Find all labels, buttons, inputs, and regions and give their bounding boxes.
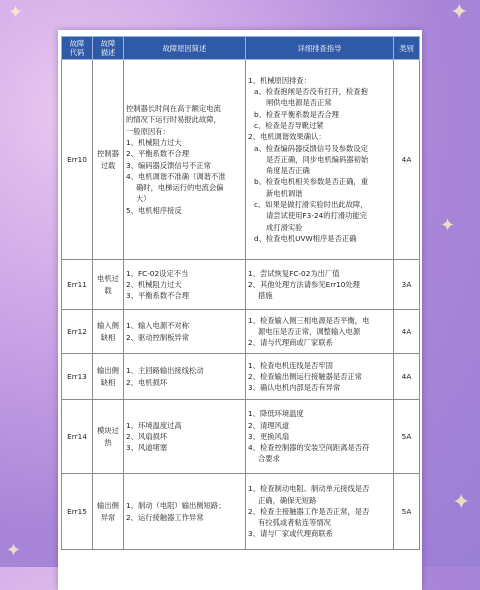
- header-fault-code: 故障 代码: [62, 37, 93, 60]
- table-row: [62, 354, 420, 400]
- fault-name-cell: 模块过热: [93, 400, 124, 474]
- table-header-row: [62, 37, 420, 60]
- header-cause: 故障原因简述: [124, 37, 246, 60]
- fault-code-cell: Err10: [62, 60, 93, 260]
- fault-cause-cell: 1、环境温度过高 2、风扇损坏 3、风道堵塞: [124, 400, 246, 474]
- fault-code-table: [61, 36, 420, 550]
- sparkle-decoration: ✦: [8, 2, 24, 23]
- fault-name-cell: 输入侧 缺相: [93, 310, 124, 354]
- sparkle-decoration: ✦: [452, 490, 471, 515]
- fault-category-cell: 5A: [394, 474, 420, 550]
- fault-check-cell: 1、机械原因排查： a、检查抱闸是否没有打开，检查抱 闸供电电源是否正常 b、检查平衡系数是否合理 c、检查是否导靴过紧 2、电机调谐效果确认： a、检查编码器反馈信号及参数设定 是否正确，同步电机编码器初始 角度是否正确 b、检查电机相关参数是否正确，重 新电机调谐 c、如果是做打滑实验时出此故障， 请尝试使用F3-24的打滑功能完 成打滑实验 d、检查电机UVW相序是否正确: [246, 60, 394, 260]
- fault-name-cell: 控制器 过载: [93, 60, 124, 260]
- fault-cause-cell: 1、主回路输出接线松动 2、电机损坏: [124, 354, 246, 400]
- fault-code-cell: Err11: [62, 260, 93, 310]
- fault-category-cell: 4A: [394, 60, 420, 260]
- fault-category-cell: 4A: [394, 310, 420, 354]
- fault-category-cell: 4A: [394, 354, 420, 400]
- fault-check-cell: 1、检查电机连线是否牢固 2、检查输出侧运行接触器是否正常 3、确认电机内部是否有异常: [246, 354, 394, 400]
- table-row: [62, 474, 420, 550]
- fault-code-cell: Err12: [62, 310, 93, 354]
- document-page: [58, 30, 422, 590]
- fault-code-cell: Err15: [62, 474, 93, 550]
- header-category: 类别: [394, 37, 420, 60]
- fault-name-cell: 电机过载: [93, 260, 124, 310]
- sparkle-decoration: ✦: [440, 215, 456, 236]
- sparkle-decoration: ✦: [6, 540, 22, 561]
- fault-name-cell: 输出侧 异常: [93, 474, 124, 550]
- fault-cause-cell: 1、制动（电阻）输出侧短路； 2、运行接触器工作异常: [124, 474, 246, 550]
- header-check: 详细排查指导: [246, 37, 394, 60]
- fault-check-cell: 1、降低环境温度 2、清理风道 3、更换风扇 4、检查控制器的安装空间距离是否符 合要求: [246, 400, 394, 474]
- fault-code-cell: Err14: [62, 400, 93, 474]
- fault-cause-cell: 1、FC-02设定不当 2、机械阻力过大 3、平衡系数不合理: [124, 260, 246, 310]
- fault-check-cell: 1、检查输入侧三相电源是否平衡，电 源电压是否正常，调整输入电源 2、请与代理商或厂家联系: [246, 310, 394, 354]
- fault-check-cell: 1、尝试恢复FC-02为出厂值 2、其他处理方法请参见Err10处理 措施: [246, 260, 394, 310]
- table-row: [62, 310, 420, 354]
- fault-name-cell: 输出侧 缺相: [93, 354, 124, 400]
- fault-category-cell: 5A: [394, 400, 420, 474]
- header-fault-desc: 故障 描述: [93, 37, 124, 60]
- fault-cause-cell: 1、输入电源不对称 2、驱动控制板异常: [124, 310, 246, 354]
- sparkle-decoration: ✦: [450, 0, 469, 25]
- fault-category-cell: 3A: [394, 260, 420, 310]
- table-row: [62, 60, 420, 260]
- table-row: [62, 260, 420, 310]
- fault-code-cell: Err13: [62, 354, 93, 400]
- table-row: [62, 400, 420, 474]
- fault-check-cell: 1、检查制动电阻、制动单元接线是否 正确，确保无短路 2、检查主接触器工作是否正常，是否 有拉弧或者粘连等情况 3、请与厂家或代理商联系: [246, 474, 394, 550]
- fault-cause-cell: 控制器长时间在高于额定电流 的情况下运行时易报此故障， 一般原因有： 1、机械阻力过大 2、平衡系数不合理 3、编码器反馈信号不正常 4、电机调谐不准确（调谐不准 确时，电梯运行的电流会偏 大） 5、电机相序接反: [124, 60, 246, 260]
